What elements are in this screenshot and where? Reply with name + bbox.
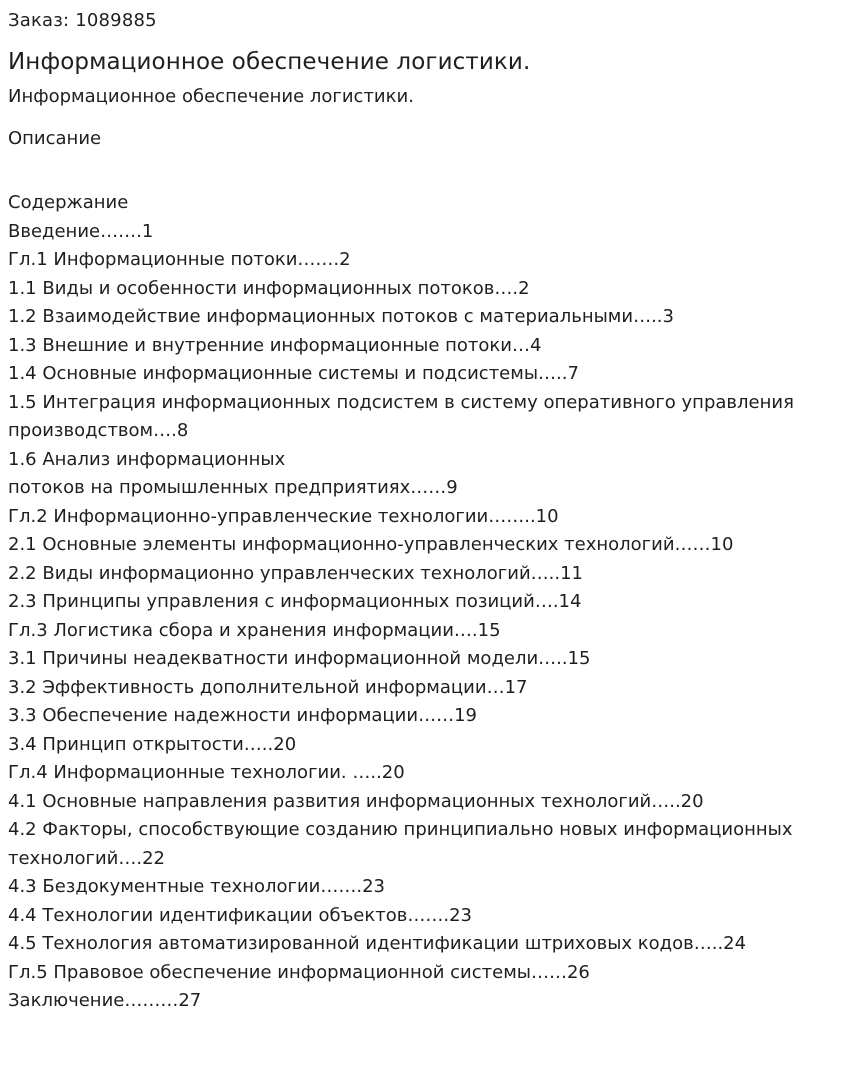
toc-entry-text: 4.1 Основные направления развития информационных технологий…..20: [8, 790, 704, 812]
toc-entry: [8, 275, 839, 304]
toc-entry: [8, 731, 839, 760]
toc-entry: [8, 645, 839, 674]
toc-entry: [8, 332, 839, 361]
toc-entry-text: Гл.3 Логистика сбора и хранения информации….15: [8, 619, 501, 641]
toc-entry: [8, 930, 839, 959]
toc-entry: [8, 788, 839, 817]
toc-entry: [8, 531, 839, 560]
toc-entry-text: 3.1 Причины неадекватности информационной модели…..15: [8, 648, 591, 669]
toc-entry-text: 1.1 Виды и особенности информационных потоков….2: [8, 277, 530, 299]
toc-entry-text: 4.2 Факторы, способствующие созданию принципиально новых информационных: [8, 819, 793, 840]
toc-entry: [8, 702, 839, 731]
toc-entry-text: Гл.4 Информационные технологии. …..20: [8, 762, 405, 783]
toc-entry-text: 1.4 Основные информационные системы и подсистемы…..7: [8, 363, 579, 384]
page-title: Информационное обеспечение логистики.: [8, 49, 531, 75]
toc-entry-text: 3.4 Принцип открытости…..20: [8, 733, 297, 755]
toc-entry-text: 1.2 Взаимодействие информационных потоков с материальными…..3: [8, 306, 674, 327]
page-subtitle: Информационное обеспечение логистики.: [8, 86, 414, 107]
toc-heading: Содержание: [8, 192, 129, 213]
toc-entry-text: Гл.2 Информационно-управленческие технологии……..10: [8, 505, 559, 527]
toc-entry: [8, 959, 839, 988]
toc-entry: [8, 759, 839, 788]
toc-entry-text: 1.6 Анализ информационных: [8, 448, 286, 470]
toc-entry: [8, 902, 839, 931]
toc-entry: [8, 588, 839, 617]
toc-entry: [8, 987, 839, 1016]
toc-entry-text: потоков на промышленных предприятиях……9: [8, 477, 458, 498]
toc-entry-text: Заключение………27: [8, 990, 202, 1011]
toc-entry-text: 2.1 Основные элементы информационно-управленческих технологий……10: [8, 534, 734, 555]
toc-entry-text: 2.3 Принципы управления с информационных позиций….14: [8, 591, 582, 612]
description-label: Описание: [8, 128, 102, 149]
toc-entry: [8, 816, 839, 873]
toc-entry-text: Гл.1 Информационные потоки…….2: [8, 249, 351, 270]
toc-entry-text: 2.2 Виды информационно управленческих технологий…..11: [8, 562, 584, 584]
toc-entry-text: Гл.5 Правовое обеспечение информационной системы……26: [8, 961, 590, 983]
toc-entry: [8, 389, 839, 446]
order-number: Заказ: 1089885: [8, 10, 157, 31]
toc-entry-text: 4.4 Технологии идентификации объектов…….23: [8, 904, 472, 926]
toc-entry-text: 1.5 Интеграция информационных подсистем в систему оперативного управления: [8, 391, 794, 413]
toc-entry-text: 4.5 Технология автоматизированной идентификации штриховых кодов…..24: [8, 933, 747, 954]
table-of-contents: [8, 218, 839, 1016]
toc-entry-text: 3.2 Эффективность дополнительной информации…17: [8, 676, 528, 698]
toc-entry: [8, 873, 839, 902]
toc-entry: [8, 246, 839, 275]
toc-entry: [8, 560, 839, 589]
toc-entry: [8, 303, 839, 332]
toc-entry-text: производством….8: [8, 420, 189, 441]
toc-entry: [8, 218, 839, 247]
toc-entry: [8, 674, 839, 703]
toc-entry-text: Введение…….1: [8, 220, 154, 242]
toc-entry-text: 3.3 Обеспечение надежности информации……19: [8, 705, 477, 726]
toc-entry-text: 4.3 Бездокументные технологии…….23: [8, 876, 385, 897]
toc-entry: [8, 617, 839, 646]
toc-entry-text: 1.3 Внешние и внутренние информационные потоки…4: [8, 334, 542, 356]
toc-entry: [8, 503, 839, 532]
toc-entry: [8, 446, 839, 503]
toc-entry-text: технологий….22: [8, 847, 165, 869]
toc-entry: [8, 360, 839, 389]
